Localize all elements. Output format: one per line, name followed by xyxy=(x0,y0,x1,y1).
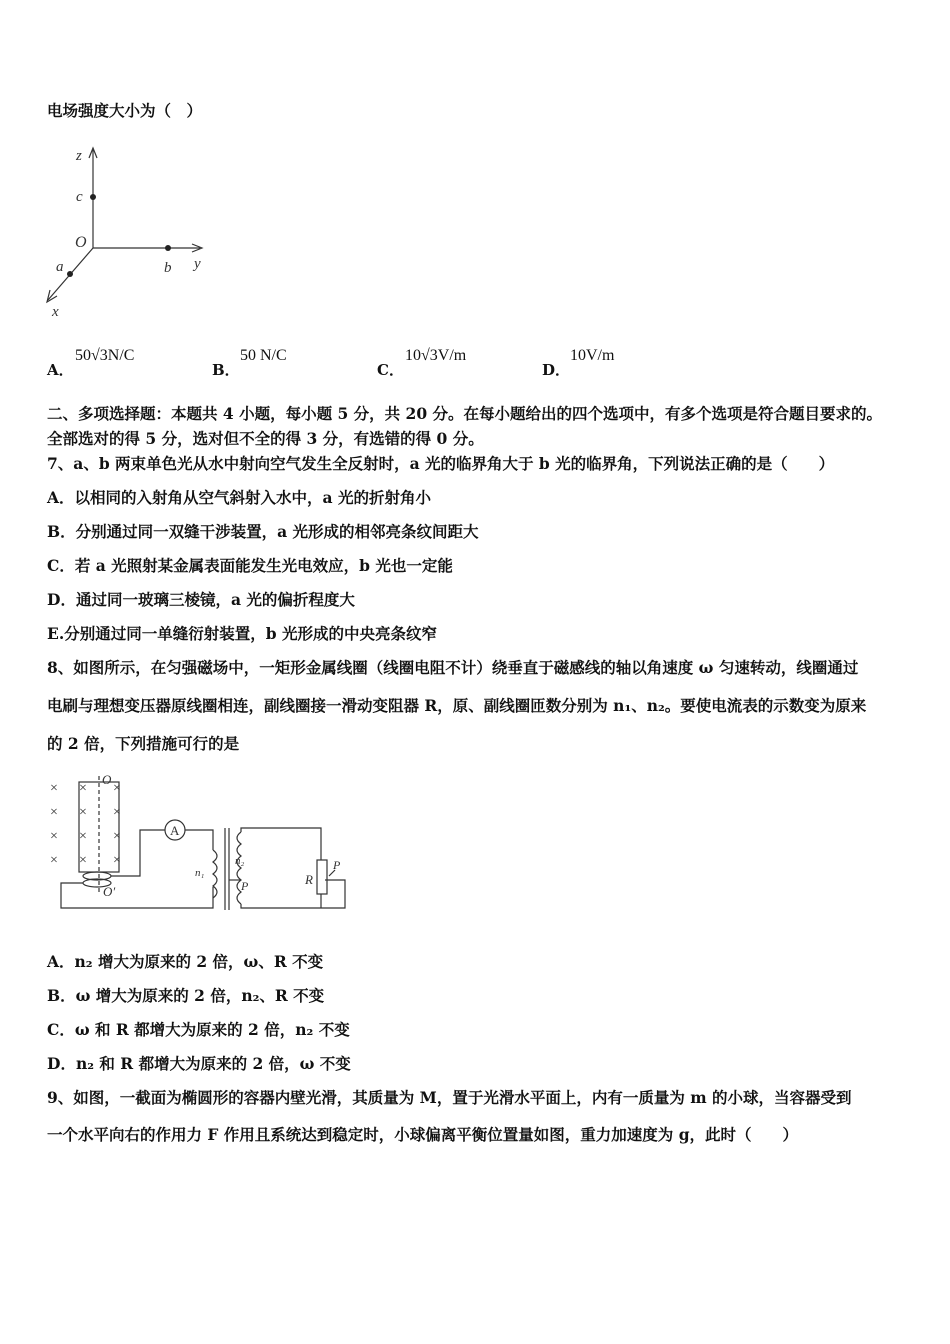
label-O-prime: O′ xyxy=(103,884,116,899)
option-label: D． xyxy=(542,361,571,379)
label-a: a xyxy=(56,259,64,275)
b-field-cross: × xyxy=(113,805,121,820)
q8-option-d: D．n₂ 和 R 都增大为原来的 2 倍，ω 不变 xyxy=(47,1054,351,1073)
q8-option-b: B．ω 增大为原来的 2 倍，n₂、R 不变 xyxy=(47,986,325,1005)
b-field-cross: × xyxy=(50,805,58,820)
b-field-cross: × xyxy=(79,781,87,796)
q7-stem: 7、a、b 两束单色光从水中射向空气发生全反射时，a 光的临界角大于 b 光的临界角，下列说法正确的是（ ） xyxy=(47,454,835,473)
q7-option-a: A．以相同的入射角从空气斜射入水中，a 光的折射角小 xyxy=(47,488,431,507)
b-field-cross: × xyxy=(79,853,87,868)
option-label: A． xyxy=(47,361,74,379)
q6-options xyxy=(47,345,907,379)
q7-option-b: B．分别通过同一双缝干涉装置，a 光形成的相邻亮条纹间距大 xyxy=(47,522,479,541)
option-value: 10√3V/m xyxy=(405,347,467,364)
option-label: C． xyxy=(377,361,404,379)
label-c: c xyxy=(76,189,83,205)
point-c xyxy=(90,194,96,200)
b-field-cross: × xyxy=(113,853,121,868)
b-field-cross: × xyxy=(50,829,58,844)
q8-option-c: C．ω 和 R 都增大为原来的 2 倍，n₂ 不变 xyxy=(47,1020,350,1039)
q9-stem-line2: 一个水平向右的作用力 F 作用且系统达到稳定时，小球偏离平衡位置量如图，重力加速度为 g，此时（ ） xyxy=(47,1125,799,1144)
label-n1: n₁ xyxy=(195,867,205,879)
option-value: 50√3N/C xyxy=(75,347,135,364)
point-b xyxy=(165,245,171,251)
q6-stem-tail: 电场强度大小为（ ） xyxy=(47,101,203,120)
section2-header-line1: 二、多项选择题：本题共 4 小题，每小题 5 分，共 20 分。在每小题给出的四个选项中，有多个选项是符合题目要求的。 xyxy=(47,404,883,423)
q8-circuit-figure xyxy=(45,772,355,917)
option-value: 50 N/C xyxy=(240,347,287,364)
b-field-cross: × xyxy=(79,829,87,844)
label-b: b xyxy=(164,260,172,276)
b-field-cross: × xyxy=(50,781,58,796)
point-a xyxy=(67,271,73,277)
label-x: x xyxy=(52,304,59,320)
b-field-cross: × xyxy=(113,781,121,796)
label-n2: n₂ xyxy=(235,855,245,867)
q8-stem-line2: 电刷与理想变压器原线圈相连，副线圈接一滑动变阻器 R，原、副线圈匝数分别为 n₁、n₂。要使电流表的示数变为原来 xyxy=(47,696,867,715)
q7-option-e: E.分别通过同一单缝衍射装置，b 光形成的中央亮条纹窄 xyxy=(47,624,437,643)
label-P-transformer: P xyxy=(241,879,249,893)
label-O: O xyxy=(102,772,112,787)
label-P-rheostat: P xyxy=(333,858,341,872)
ammeter-label: A xyxy=(170,823,180,838)
q8-option-a: A．n₂ 增大为原来的 2 倍，ω、R 不变 xyxy=(47,952,324,971)
q7-option-d: D．通过同一玻璃三棱镜，a 光的偏折程度大 xyxy=(47,590,355,609)
option-value: 10V/m xyxy=(570,347,615,364)
b-field-cross: × xyxy=(50,853,58,868)
label-origin: O xyxy=(75,234,87,251)
option-label: B． xyxy=(212,361,240,379)
section2-header-line2: 全部选对的得 5 分，选对但不全的得 3 分，有选错的得 0 分。 xyxy=(47,429,484,448)
q7-option-c: C．若 a 光照射某金属表面能发生光电效应，b 光也一定能 xyxy=(47,556,453,575)
q6-axes-figure xyxy=(40,140,220,325)
q8-stem-line1: 8、如图所示，在匀强磁场中，一矩形金属线圈（线圈电阻不计）绕垂直于磁感线的轴以角速度 ω 匀速转动，线圈通过 xyxy=(47,658,859,677)
q8-stem-line3: 的 2 倍，下列措施可行的是 xyxy=(47,734,240,753)
b-field-cross: × xyxy=(79,805,87,820)
label-y: y xyxy=(194,256,201,272)
q9-stem-line1: 9、如图，一截面为椭圆形的容器内壁光滑，其质量为 M，置于光滑水平面上，内有一质量为 m 的小球，当容器受到 xyxy=(47,1088,852,1107)
label-R: R xyxy=(305,872,313,887)
b-field-cross: × xyxy=(113,829,121,844)
label-z: z xyxy=(76,148,82,164)
